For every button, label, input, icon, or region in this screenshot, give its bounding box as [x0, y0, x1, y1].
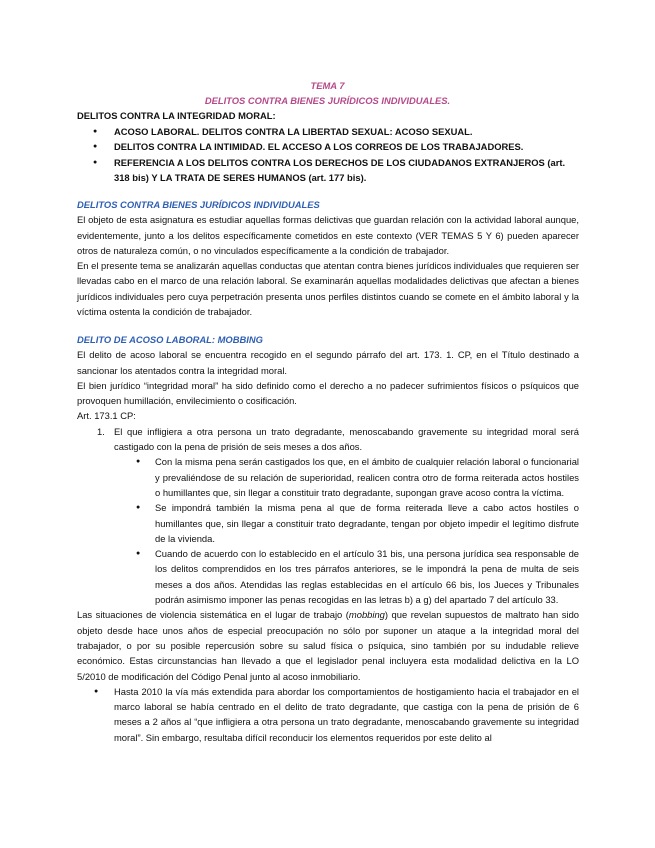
- intro-heading: DELITOS CONTRA LA INTEGRIDAD MORAL:: [77, 110, 276, 121]
- emphasis-text: mobbing: [348, 609, 385, 621]
- paragraph: [77, 607, 579, 683]
- item-text: El que infligiera a otra persona un trato degradante, menoscabando gravemente su integridad moral será castigado con la pena de prisión de seis meses a dos años.: [114, 425, 579, 453]
- item-number: 1.: [97, 425, 105, 437]
- section-bienes-juridicos: [77, 197, 579, 319]
- section-heading: DELITO DE ACOSO LABORAL: MOBBING: [77, 334, 263, 345]
- intro-bullet-item: ● ACOSO LABORAL. DELITOS CONTRA LA LIBERTAD SEXUAL: ACOSO SEXUAL.: [77, 124, 577, 139]
- intro-bullet-list: [77, 124, 577, 185]
- paragraph-text: Las situaciones de violencia sistemática en el lugar de trabajo (: [77, 609, 349, 621]
- sub-bullet-item: ● Cuando de acuerdo con lo establecido en el artículo 31 bis, una persona jurídica sea responsable de los delitos comprendidos en los tres párrafos anteriores, se le impondrá la pena de multa de seis meses a dos años. Atendidas las reglas establecidas en el artículo 66 bis, los Jueces y Tribunales podrán asimismo imponer las penas recogidas en las letras b) a g) del apartado 7 del artículo 33.: [77, 546, 579, 607]
- paragraph: El objeto de esta asignatura es estudiar aquellas formas delictivas que guardan relación con la actividad laboral aunque, evidentemente, junto a los delitos específicamente cometidos en este contexto (VER TEMAS 5 Y 6) pueden aparecer otros de naturaleza común, o no vinculados específicamente a la condición de trabajador.: [77, 214, 579, 256]
- numbered-item: [77, 424, 579, 455]
- article-sub-bullets: [77, 454, 579, 607]
- document-title: TEMA 7: [310, 80, 345, 91]
- intro-bullet-item: ● REFERENCIA A LOS DELITOS CONTRA LOS DERECHOS DE LOS CIUDADANOS EXTRANJEROS (art. 318 bis) Y LA TRATA DE SERES HUMANOS (art. 177 bis).: [77, 155, 577, 186]
- final-bullet-list: [77, 684, 579, 745]
- sub-bullet-item: ● Con la misma pena serán castigados los que, en el ámbito de cualquier relación laboral o funcionarial y prevaliéndose de su relación de superioridad, realicen contra otro de forma reiterada actos hostiles o humillantes que, sin llegar a constituir trato degradante, supongan grave acoso contra la víctima.: [77, 454, 579, 500]
- section-acoso-laboral: [77, 332, 579, 745]
- intro-bullet-item: ● DELITOS CONTRA LA INTIMIDAD. EL ACCESO A LOS CORREOS DE LOS TRABAJADORES.: [77, 139, 577, 154]
- document-subtitle: DELITOS CONTRA BIENES JURÍDICOS INDIVIDUALES.: [204, 95, 451, 106]
- paragraph: El bien jurídico “integridad moral” ha sido definido como el derecho a no padecer sufrimientos físicos o psíquicos que provoquen humillación, envilecimiento o cosificación.: [77, 379, 579, 407]
- bullet-item: ● Hasta 2010 la vía más extendida para abordar los comportamientos de hostigamiento hacia el trabajador en el marco laboral se había centrado en el delito de trato degradante, que castiga con la pena de prisión de 6 meses a 2 años al “que infligiera a otra persona un trato degradante, menoscabando gravemente su integridad moral”. Sin embargo, resultaba difícil reconducir los elementos requeridos por este delito al: [77, 684, 579, 745]
- paragraph: El delito de acoso laboral se encuentra recogido en el segundo párrafo del art. 173. 1. CP, en el Título destinado a sancionar los atentados contra la integridad moral.: [77, 349, 579, 376]
- sub-bullet-item: ● Se impondrá también la misma pena al que de forma reiterada lleve a cabo actos hostiles o humillantes que, sin llegar a constituir trato degradante, tengan por objeto impedir el legítimo disfrute de la vivienda.: [77, 500, 579, 546]
- paragraph: En el presente tema se analizarán aquellas conductas que atentan contra bienes jurídicos individuales que requieren ser llevadas cabo en el marco de una relación laboral. Se examinarán aquellas modalidades delictivas que afectan a bienes jurídicos individuales pero cuya perpetración presenta unos perfiles distintos cuando se comete en el ámbito laboral y la víctima ostenta la condición de trabajador.: [77, 260, 579, 318]
- article-label: Art. 173.1 CP:: [77, 410, 136, 422]
- section-heading: DELITOS CONTRA BIENES JURÍDICOS INDIVIDUALES: [77, 199, 320, 210]
- paragraph-text: ) que revelan supuestos de maltrato han sido objeto desde hace unos años de especial preocupación no sólo por suponer un ataque a la integridad moral del trabajador, o por su posible repercusión sobre su salud física o psíquica, sino también por su indudable relieve económico. Estas circunstancias han llevado a que el legislador penal incluyera esta modalidad delictiva en la LO 5/2010 de modificación del Código Penal junto al acoso inmobiliario.: [77, 609, 579, 682]
